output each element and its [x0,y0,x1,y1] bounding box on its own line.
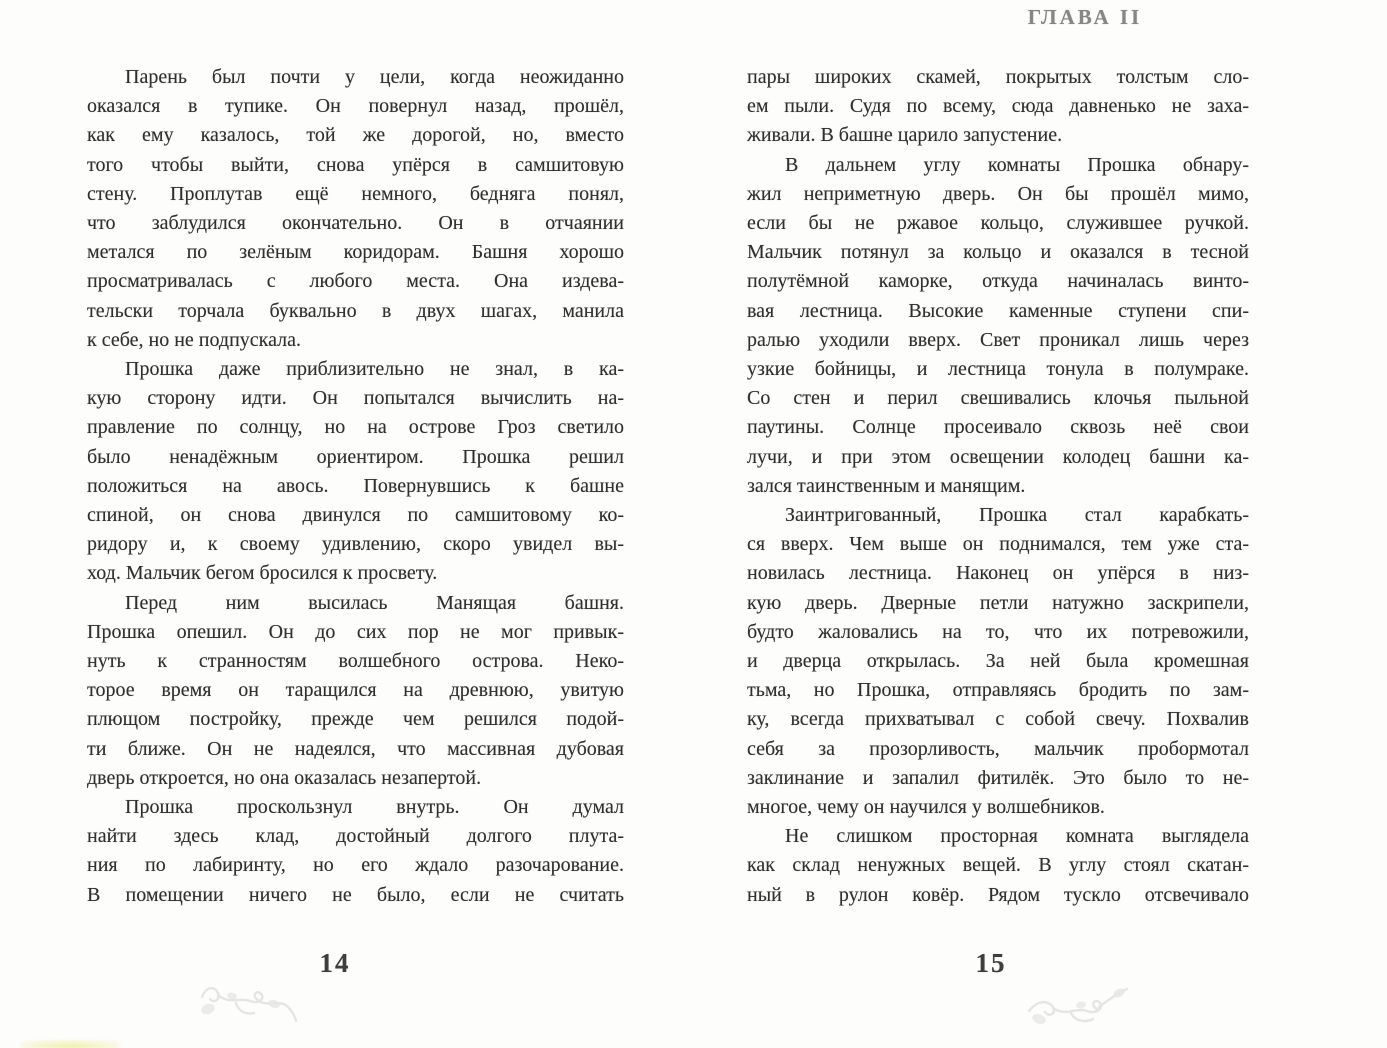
text-line: пары широких скамей, покрытых толстым сло- [747,66,1249,88]
text-line: живали. В башне царило запустение. [747,124,1063,147]
text-line: ем пыли. Судя по всему, сюда давненько не заха- [747,95,1249,118]
text-line: лучи, и при этом освещении колодец башни ка- [747,445,1249,468]
text-line: многое, чему он научился у волшебников. [747,796,1105,819]
text-line: стену. Проплутав ещё немного, бедняга понял, [87,182,624,205]
text-line: новилась лестница. Наконец он упёрся в низ- [747,562,1249,585]
text-line: Прошка проскользнул внутрь. Он думал [125,796,624,819]
text-line: как склад ненужных вещей. В углу стоял скатан- [747,854,1249,877]
floral-flourish-icon [1023,977,1137,1029]
text-line: было ненадёжным ориентиром. Прошка решил [87,445,624,468]
text-line: Перед ним высилась Манящая башня. [125,591,624,614]
text-line: и дверца открылась. За ней была кромешная [747,650,1249,673]
text-line: жил неприметную дверь. Он бы прошёл мимо, [747,182,1249,205]
page-14-text-column [87,63,624,910]
text-line: ный в рулон ковёр. Рядом тускло отсвечивало [747,883,1249,906]
text-line: вая лестница. Высокие каменные ступени спи- [747,299,1249,322]
text-line: Мальчик потянул за кольцо и оказался в тесной [747,241,1249,264]
text-line: метался по зелёным коридорам. Башня хорошо [87,241,624,264]
scan-artifact-highlight [20,1040,120,1048]
text-line: просматривалась с любого места. Она издева- [87,270,624,293]
text-line: если бы не ржавое кольцо, служившее ручкой. [747,212,1249,235]
text-line: полутёмной каморке, откуда начиналась винто- [747,270,1249,293]
text-line: нуть к странностям волшебного острова. Неко- [87,650,624,673]
text-line: Прошка опешил. Он до сих пор не мог привык- [87,620,624,643]
page-number-right: 15 [975,948,1007,978]
text-line: к себе, но не подпускала. [87,328,301,351]
chapter-heading: ГЛАВА II [1027,5,1143,29]
text-line: В помещении ничего не было, если не считать [87,883,624,906]
floral-flourish-icon [196,971,302,1027]
text-line: ся вверх. Чем выше он поднимался, тем уже ста- [747,533,1249,556]
text-line: паутины. Солнце просеивало сквозь неё свои [747,416,1249,439]
page-number-left: 14 [319,948,351,978]
text-line: ралью уходили вверх. Свет проникал лишь через [747,328,1249,351]
text-line: ния по лабиринту, но его ждало разочарование. [87,854,624,877]
text-line: ход. Мальчик бегом бросился к просвету. [87,562,438,585]
text-line: Не слишком просторная комната выглядела [785,825,1249,848]
text-line: В дальнем углу комнаты Прошка обнару- [785,153,1249,176]
text-line: что заблудился окончательно. Он в отчаянии [87,212,624,235]
text-line: плющом постройку, прежде чем решился подой- [87,708,624,731]
text-line: найти здесь клад, достойный долгого плута- [87,825,624,848]
text-line: ти ближе. Он не надеялся, что массивная дубовая [87,737,624,760]
text-line: узкие бойницы, и лестница тонула в полумраке. [747,358,1249,381]
text-line: спиной, он снова двинулся по самшитовому ко- [87,504,624,527]
text-line: торое время он таращился на древнюю, увитую [87,679,624,702]
text-line: заклинание и запалил фитилёк. Это было то не- [747,766,1249,789]
text-line: Прошка даже приблизительно не знал, в ка- [125,358,624,381]
text-line: будто жаловались на то, что их потревожили, [747,620,1249,643]
text-line: кую дверь. Дверные петли натужно заскрипели, [747,591,1249,614]
text-line: кую сторону идти. Он попытался вычислить на- [87,387,624,410]
text-line: Со стен и перил свешивались клочья пыльной [747,387,1249,410]
text-line: Парень был почти у цели, когда неожиданно [125,66,624,88]
page-15-text-column [747,63,1249,910]
text-line: того чтобы выйти, снова упёрся в самшитовую [87,153,624,176]
text-line: как ему казалось, той же дорогой, но, вместо [87,124,624,147]
text-line: тьма, но Прошка, отправляясь бродить по зам- [747,679,1249,702]
text-line: правление по солнцу, но на острове Гроз светило [87,416,624,439]
text-line: оказался в тупике. Он повернул назад, прошёл, [87,95,624,118]
text-line: зался таинственным и манящим. [747,474,1026,497]
text-line: ридору и, к своему удивлению, скоро увидел вы- [87,533,624,556]
text-line: дверь откроется, но она оказалась незапертой. [87,766,482,789]
text-line: положиться на авось. Повернувшись к башне [87,474,624,497]
text-line: Заинтригованный, Прошка стал карабкать- [785,504,1249,527]
text-line: себя за прозорливость, мальчик пробормотал [747,737,1249,760]
text-line: ку, всегда прихватывал с собой свечу. Похвалив [747,708,1249,731]
text-line: тельски торчала буквально в двух шагах, манила [87,299,624,322]
